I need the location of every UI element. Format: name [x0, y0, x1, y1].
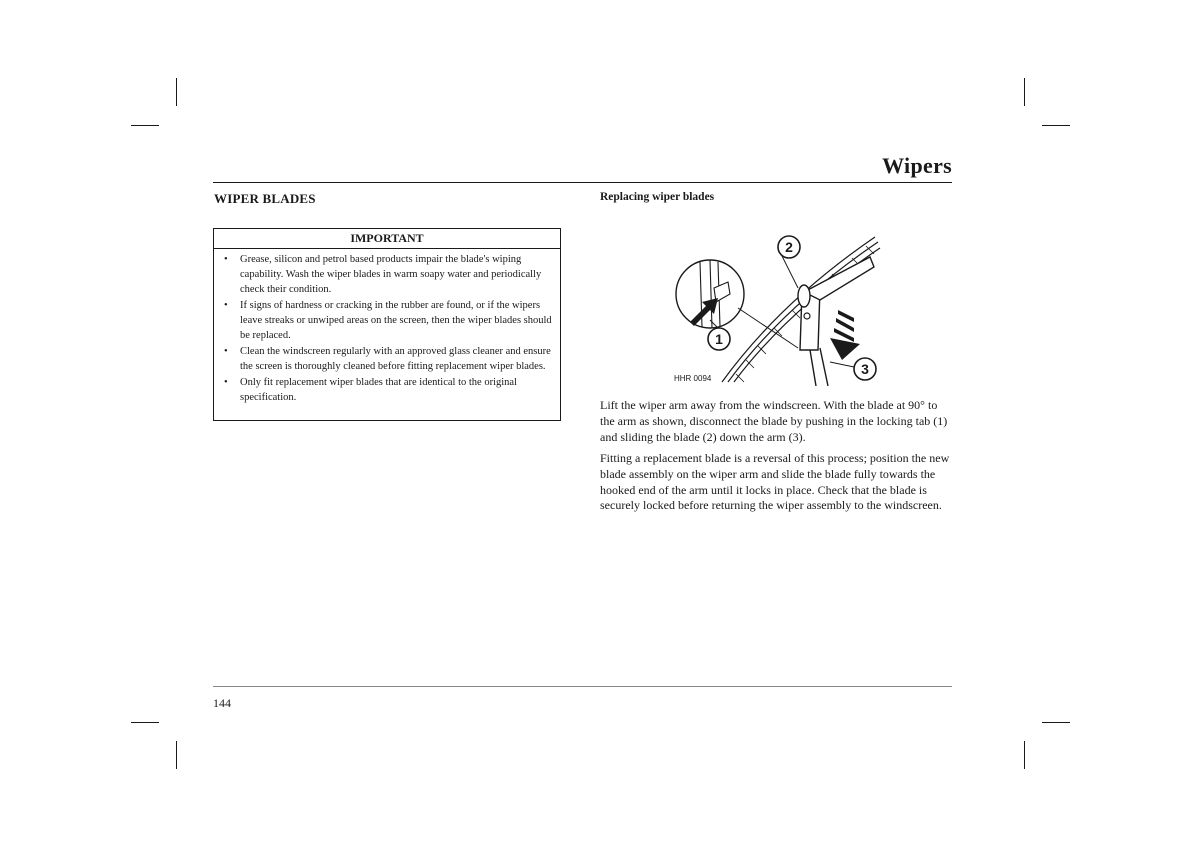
callout-2-label: 2: [785, 239, 793, 255]
footer-rule: [213, 686, 952, 687]
bullet-icon: •: [224, 377, 228, 388]
list-item: [222, 344, 552, 374]
section-heading: WIPER BLADES: [214, 191, 316, 206]
bullet-icon: •: [224, 346, 228, 357]
crop-mark: [176, 741, 177, 769]
list-item-text: Only fit replacement wiper blades that are identical to the original specification.: [240, 377, 517, 403]
callout-1-label: 1: [715, 331, 723, 347]
list-item: [222, 252, 552, 297]
crop-mark: [1042, 125, 1070, 126]
crop-mark: [1024, 78, 1025, 106]
callout-3-label: 3: [861, 361, 869, 377]
bullet-icon: •: [224, 254, 228, 265]
wiper-blade-illustration: [670, 232, 885, 386]
title-rule: [213, 182, 952, 183]
instruction-paragraph: Lift the wiper arm away from the windscreen. With the blade at 90° to the arm as shown, disconnect the blade by pushing in the locking tab (1) and sliding the blade (2) down the arm (3).: [600, 398, 948, 444]
crop-mark: [176, 78, 177, 106]
list-item-text: Grease, silicon and petrol based products impair the blade's wiping capability. Wash the wiper blades in warm soapy water and periodically check their condition.: [240, 254, 542, 295]
list-item-text: If signs of hardness or cracking in the rubber are found, or if the wipers leave streaks or unwiped areas on the screen, then the wiper blades should be replaced.: [240, 300, 552, 341]
important-header: IMPORTANT: [214, 229, 560, 249]
subsection-heading: Replacing wiper blades: [600, 191, 715, 203]
figure-code: HHR 0094: [674, 374, 712, 383]
important-list: [214, 249, 560, 405]
crop-mark: [1042, 722, 1070, 723]
important-box: [213, 228, 561, 421]
page-title: Wipers: [882, 153, 952, 178]
list-item: [222, 298, 552, 343]
page-number: 144: [213, 696, 231, 710]
crop-mark: [1024, 741, 1025, 769]
bullet-icon: •: [224, 300, 228, 311]
instruction-paragraph: Fitting a replacement blade is a reversal of this process; position the new blade assembly on the wiper arm and slide the blade fully towards the hooked end of the arm until it locks in place. Check that the blade is securely locked before returning the wiper assembly to the windscreen.: [600, 451, 950, 513]
list-item-text: Clean the windscreen regularly with an approved glass cleaner and ensure the screen is thoroughly cleaned before fitting replacement wiper blades.: [240, 346, 551, 372]
crop-mark: [131, 722, 159, 723]
crop-mark: [131, 125, 159, 126]
list-item: [222, 375, 552, 405]
